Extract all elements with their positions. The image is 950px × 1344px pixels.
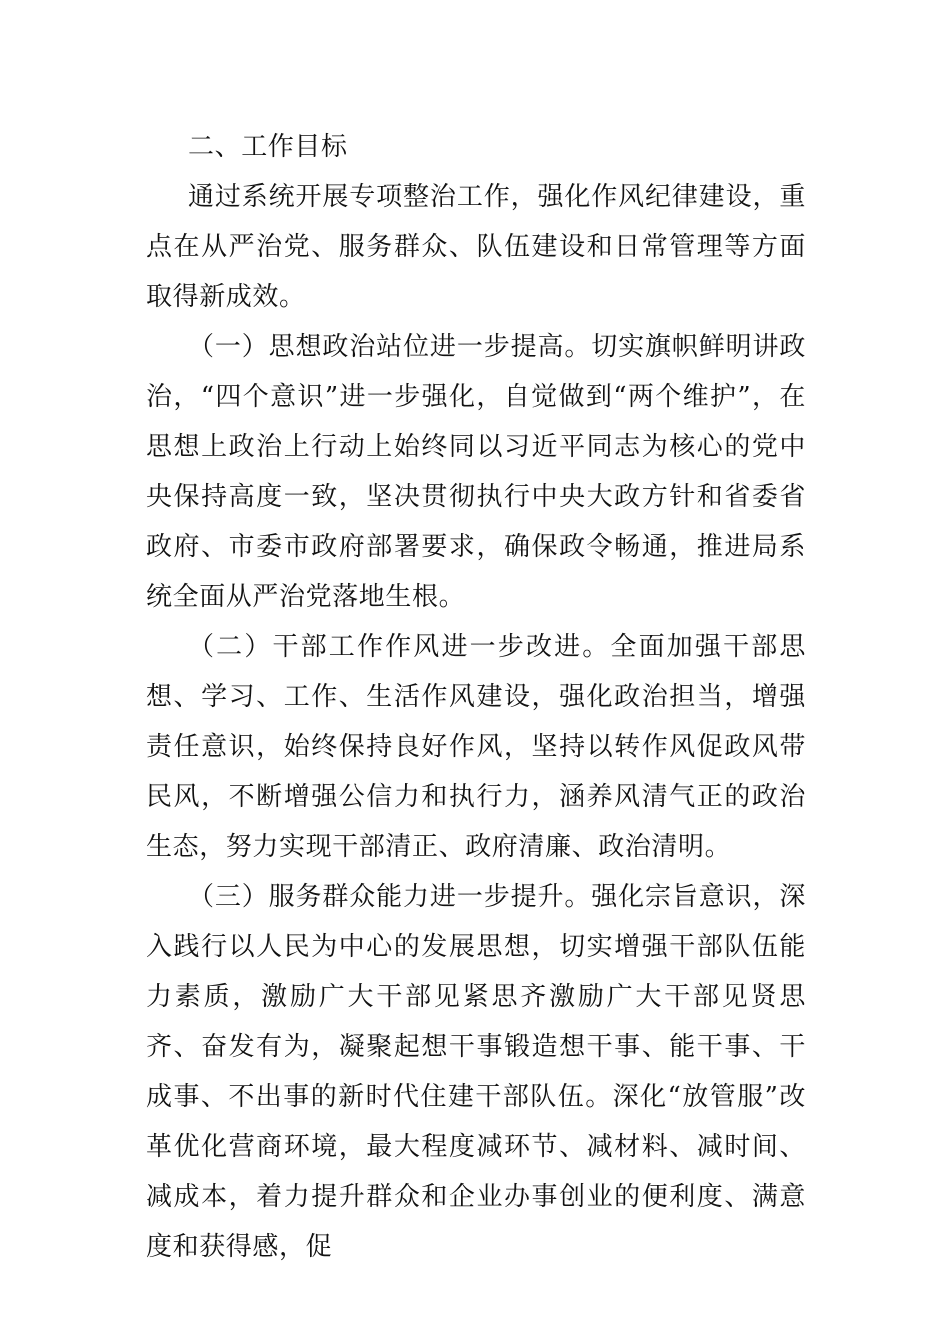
section-heading: 二、工作目标 [188, 132, 348, 162]
paragraph-intro: 通过系统开展专项整治工作，强化作风纪律建设，重点在从严治党、服务群众、队伍建设和日常管理等方面取得新成效。 [146, 182, 806, 312]
document-body [146, 122, 806, 1272]
paragraph-item-1: （一）思想政治站位进一步提高。切实旗帜鲜明讲政治，“四个意识”进一步强化，自觉做到“两个维护”，在思想上政治上行动上始终同以习近平同志为核心的党中央保持高度一致，坚决贯彻执行中央大政方针和省委省政府、市委市政府部署要求，确保政令畅通，推进局系统全面从严治党落地生根。 [146, 332, 806, 612]
paragraph-item-2: （二）干部工作作风进一步改进。全面加强干部思想、学习、工作、生活作风建设，强化政治担当，增强责任意识，始终保持良好作风，坚持以转作风促政风带民风，不断增强公信力和执行力，涵养风清气正的政治生态，努力实现干部清正、政府清廉、政治清明。 [146, 632, 806, 862]
paragraph-item-3: （三）服务群众能力进一步提升。强化宗旨意识，深入践行以人民为中心的发展思想，切实增强干部队伍能力素质，激励广大干部见紧思齐激励广大干部见贤思齐、奋发有为，凝聚起想干事锻造想干事、能干事、干成事、不出事的新时代住建干部队伍。深化“放管服”改革优化营商环境，最大程度减环节、减材料、减时间、减成本，着力提升群众和企业办事创业的便利度、满意度和获得感，促 [146, 882, 806, 1262]
